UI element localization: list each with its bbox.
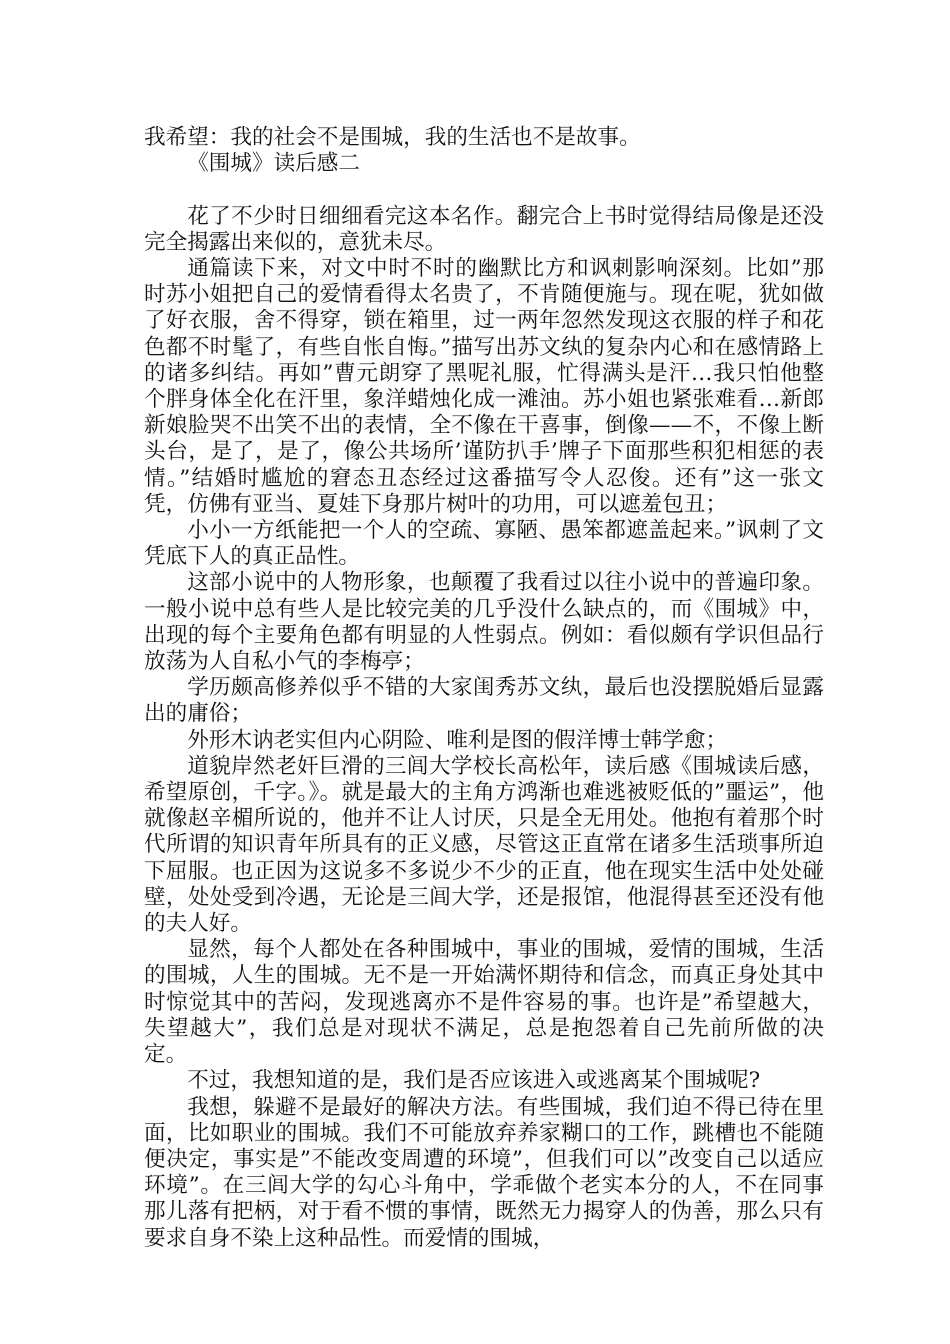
paragraph: 花了不少时日细细看完这本名作。翻完合上书时觉得结局像是还没完全揭露出来似的，意犹未尽。 [144, 203, 824, 255]
paragraph: 不过，我想知道的是，我们是否应该进入或逃离某个围城呢? [187, 1068, 761, 1094]
document-body [144, 125, 824, 1252]
paragraph: 道貌岸然老奸巨滑的三闾大学校长高松年，读后感《围城读后感，希望原创，千字。》。就是最大的主角方鸿渐也难逃被贬低的”噩运”，他就像赵辛楣所说的，他并不让人讨厌，只是全无用处。他抱有着那个时代所谓的知识青年所具有的正义感，尽管这正直常在诸多生活琐事所迫下屈服。也正因为这说多不多说少不少的正直，他在现实生活中处处碰壁，处处受到冷遇，无论是三闾大学，还是报馆，他混得甚至还没有他的夫人好。 [144, 753, 824, 937]
paragraph: 外形木讷老实但内心阴险、唯利是图的假洋博士韩学愈； [187, 727, 728, 753]
paragraph: 小小一方纸能把一个人的空疏、寡陋、愚笨都遮盖起来。”讽刺了文凭底下人的真正品性。 [144, 518, 824, 570]
paragraph: 我想，躲避不是最好的解决方法。有些围城，我们迫不得已待在里面，比如职业的围城。我们不可能放弃养家糊口的工作，跳槽也不能随便决定，事实是”不能改变周遭的环境”，但我们可以”改变自己以适应环境”。在三闾大学的勾心斗角中，学乖做个老实本分的人，不在同事那儿落有把柄，对于看不惯的事情，既然无力揭穿人的伪善，那么只有要求自身不染上这种品性。而爱情的围城， [144, 1094, 824, 1251]
paragraph: 通篇读下来，对文中时不时的幽默比方和讽刺影响深刻。比如”那时苏小姐把自己的爱情看得太名贵了，不肯随便施与。现在呢，犹如做了好衣服，舍不得穿，锁在箱里，过一两年忽然发现这衣服的样子和花色都不时髦了，有些自怅自悔。”描写出苏文纨的复杂内心和在感情路上的诸多纠结。再如”曹元朗穿了黑呢礼服，忙得满头是汗…我只怕他整个胖身体全化在汗里，象洋蜡烛化成一滩油。苏小姐也紧张难看…新郎新娘脸哭不出笑不出的表情，全不像在干喜事，倒像——不，不像上断头台，是了，是了，像公共场所’谨防扒手’牌子下面那些积犯相惩的表情。”结婚时尴尬的窘态丑态经过这番描写令人忍俊。还有”这一张文凭，仿佛有亚当、夏娃下身那片树叶的功用，可以遮羞包丑； [144, 256, 824, 517]
document-title: 《围城》读后感二 [187, 151, 360, 177]
paragraph: 这部小说中的人物形象，也颠覆了我看过以往小说中的普遍印象。一般小说中总有些人是比较完美的几乎没什么缺点的，而《围城》中，出现的每个主要角色都有明显的人性弱点。例如：看似颇有学识但品行放荡为人自私小气的李梅亭； [144, 570, 824, 675]
paragraph: 显然，每个人都处在各种围城中，事业的围城，爱情的围城，生活的围城，人生的围城。无不是一开始满怀期待和信念，而真正身处其中时惊觉其中的苦闷，发现逃离亦不是件容易的事。也许是”希望越大，失望越大”，我们总是对现状不满足，总是抱怨着自己先前所做的决定。 [144, 937, 824, 1068]
paragraph: 学历颇高修养似乎不错的大家闺秀苏文纨，最后也没摆脱婚后显露出的庸俗； [144, 675, 824, 727]
blank-line [144, 177, 824, 203]
opening-line: 我希望：我的社会不是围城，我的生活也不是故事。 [144, 125, 641, 150]
